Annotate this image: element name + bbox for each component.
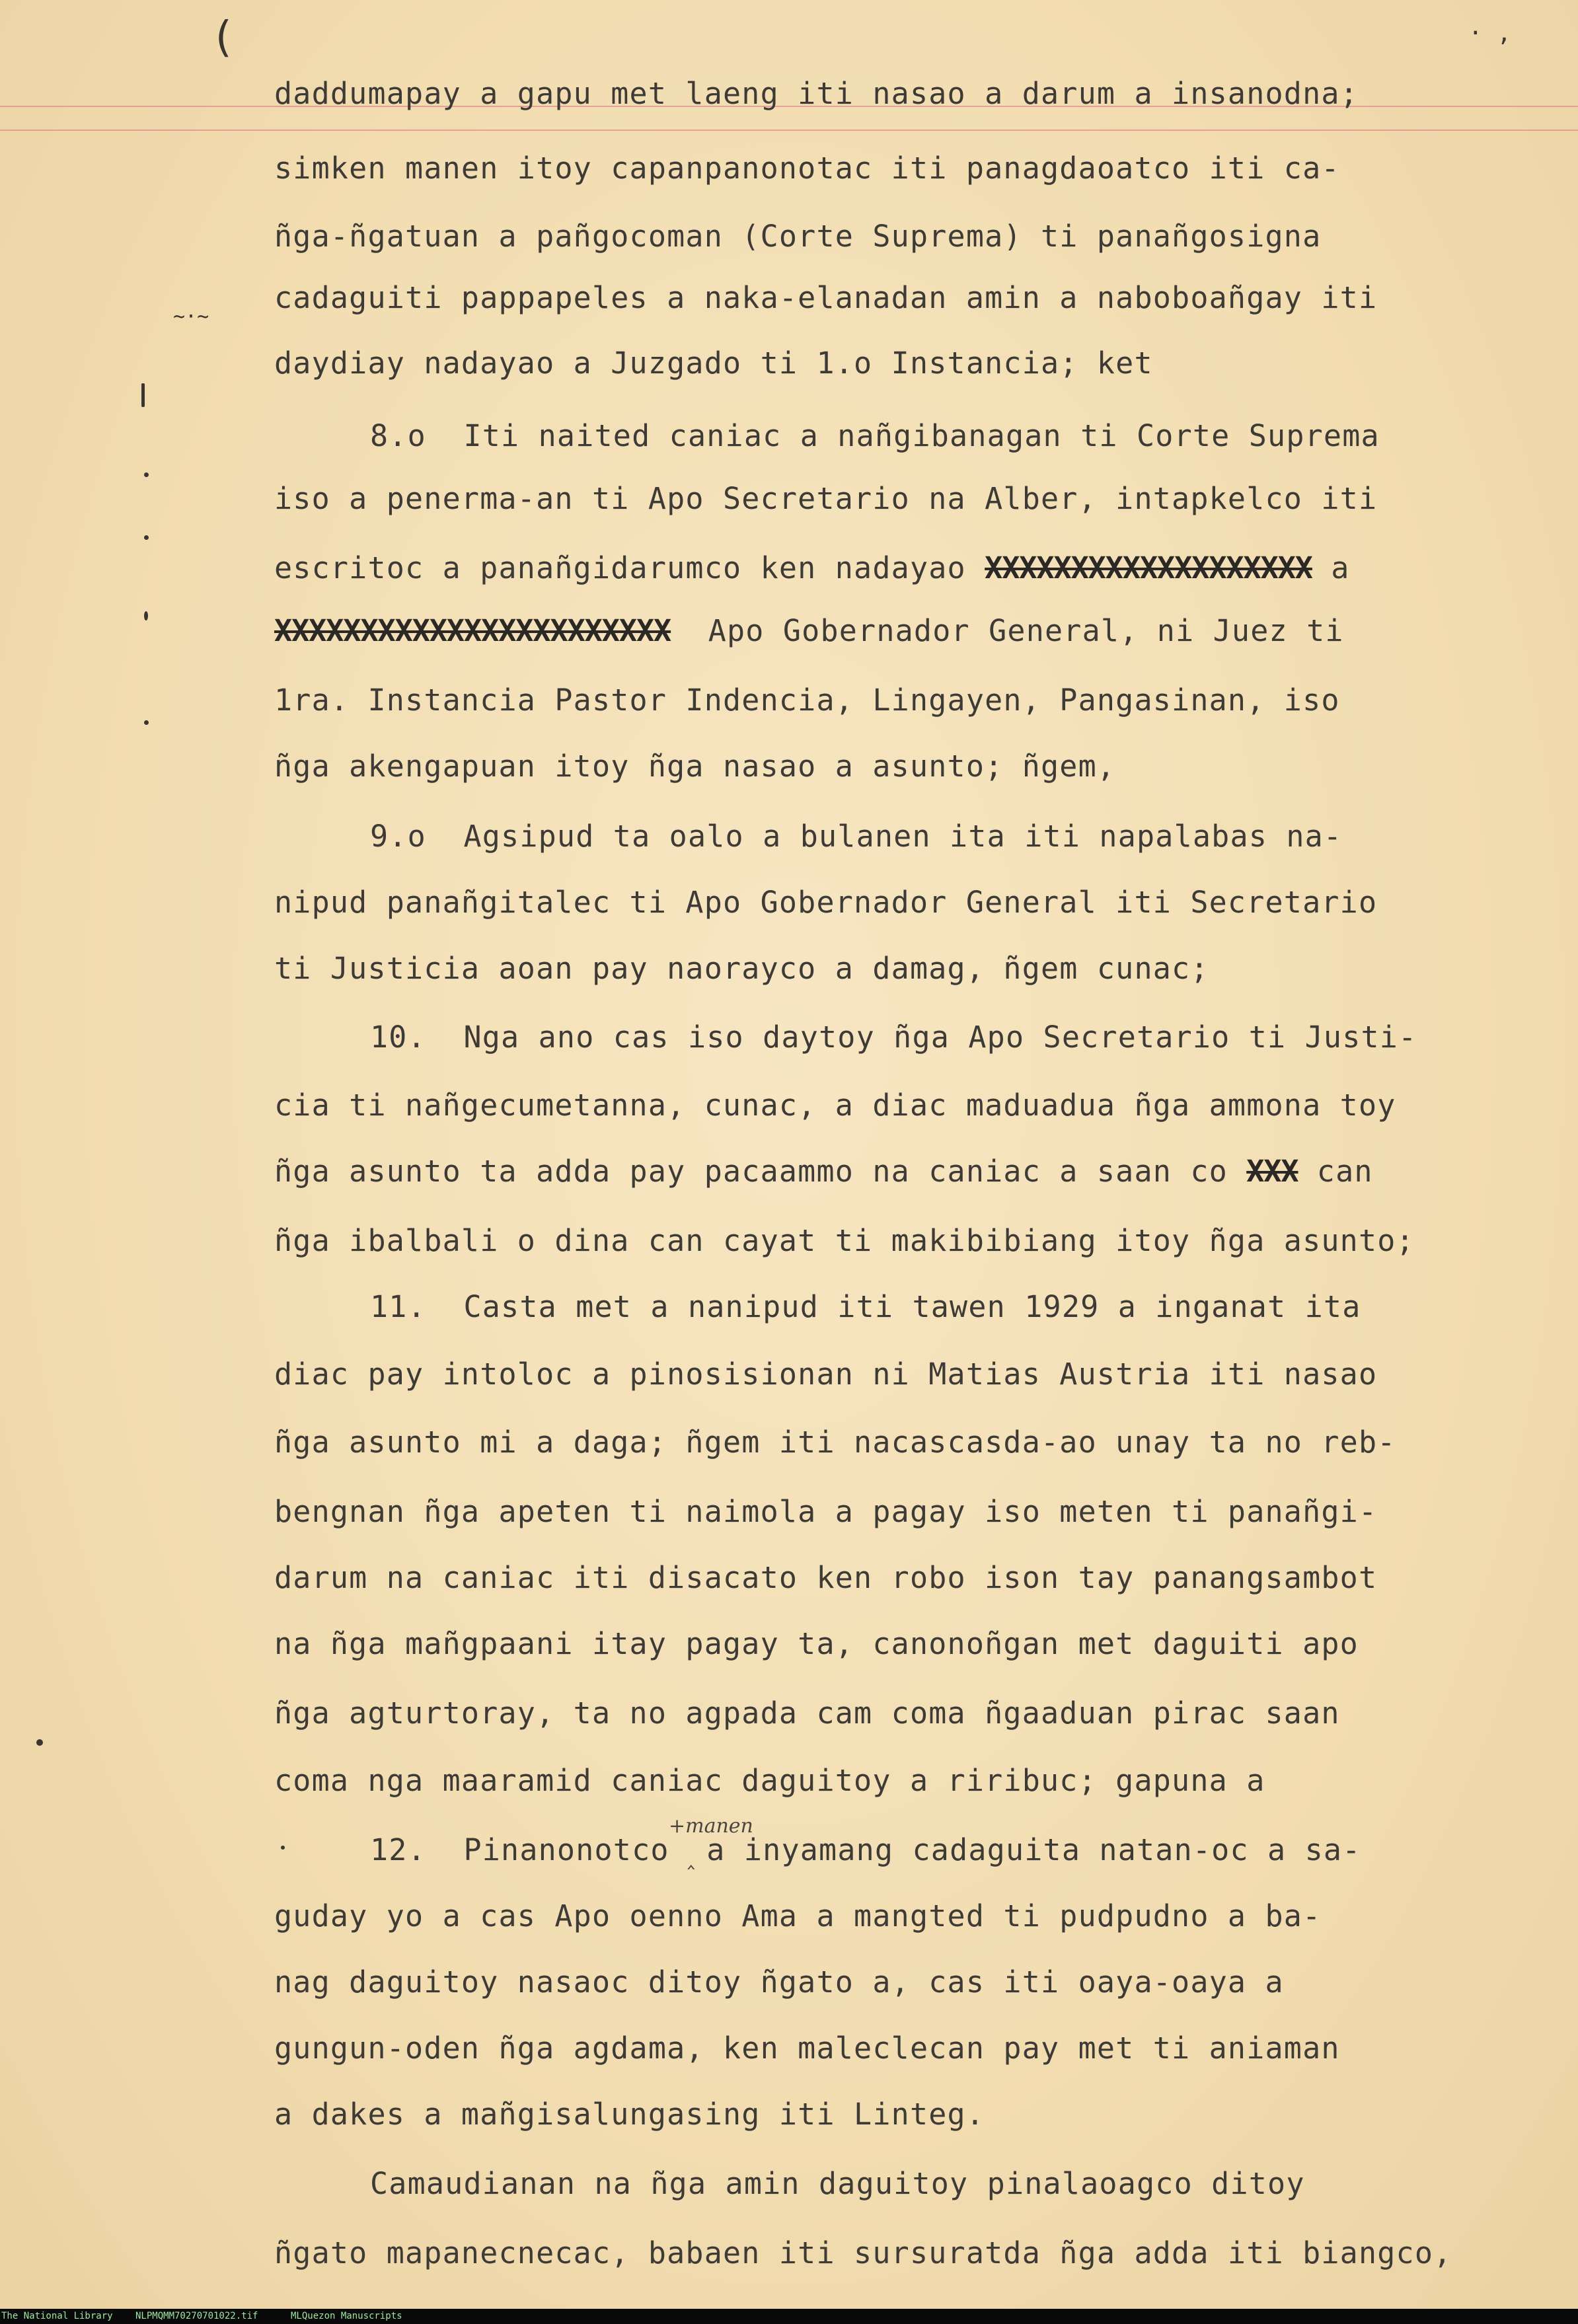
- margin-dot: [144, 611, 148, 620]
- corner-mark: · ,: [1468, 20, 1512, 47]
- paragraph-start: 9.o Agsipud ta oalo a bulanen ita iti napalabas na-: [370, 819, 1343, 854]
- text-line: ñga-ñgatuan a pañgocoman (Corte Suprema) ti panañgosigna: [274, 219, 1322, 254]
- text-line: na ñga mañgpaani itay pagay ta, canonoñgan met daguiti apo: [274, 1626, 1359, 1661]
- text-line: ñga agturtoray, ta no agpada cam coma ñgaaduan pirac saan: [274, 1696, 1340, 1731]
- text-segment: can: [1316, 1154, 1373, 1189]
- text-line: diac pay intoloc a pinosisionan ni Matias Austria iti nasao: [274, 1357, 1378, 1392]
- text-line: gungun-oden ñga agdama, ken maleclecan pay met ti aniaman: [274, 2031, 1340, 2066]
- text-segment: a: [1331, 550, 1350, 585]
- struck-out-text: XXX: [1246, 1154, 1298, 1189]
- text-segment: Apo Gobernador General, ni Juez ti: [708, 613, 1344, 648]
- text-line: daydiay nadayao a Juzgado ti 1.o Instancia; ket: [274, 346, 1153, 381]
- text-line: simken manen itoy capanpanonotac iti panagdaoatco iti ca-: [274, 151, 1340, 186]
- text-line: [274, 611, 1344, 651]
- insertion-caret-icon: ‸: [687, 1844, 695, 1870]
- handwritten-insertion: +manen: [669, 1815, 753, 1838]
- footer-collection: MLQuezon Manuscripts: [291, 2311, 402, 2321]
- text-segment: escritoc a panañgidarumco ken nadayao: [274, 550, 966, 585]
- text-line: ñga ibalbali o dina can cayat ti makibibiang itoy ñga asunto;: [274, 1223, 1415, 1258]
- text-line: guday yo a cas Apo oenno Ama a mangted ti pudpudno a ba-: [274, 1898, 1322, 1933]
- struck-out-text: XXXXXXXXXXXXXXXXXXXXXXX: [274, 613, 671, 648]
- margin-dot: [281, 1846, 285, 1850]
- margin-smudge: ~·~: [173, 305, 209, 328]
- text-line: nag daguitoy nasaoc ditoy ñgato a, cas iti oaya-oaya a: [274, 1965, 1284, 2000]
- paragraph-start: 11. Casta met a nanipud iti tawen 1929 a inganat ita: [370, 1289, 1361, 1324]
- scan-footer-bar: [0, 2309, 1578, 2324]
- paragraph-start: 8.o Iti naited caniac a nañgibanagan ti Corte Suprema: [370, 418, 1380, 453]
- paragraph-start: 10. Nga ano cas iso daytoy ñga Apo Secretario ti Justi-: [370, 1020, 1417, 1055]
- text-line: nipud panañgitalec ti Apo Gobernador General iti Secretario: [274, 885, 1378, 920]
- text-line: coma nga maaramid caniac daguitoy a riribuc; gapuna a: [274, 1763, 1265, 1798]
- text-line: darum na caniac iti disacato ken robo ison tay panangsambot: [274, 1560, 1378, 1595]
- text-segment: 12. Pinanonotco: [370, 1832, 669, 1867]
- text-line: bengnan ñga apeten ti naimola a pagay iso meten ti panañgi-: [274, 1494, 1378, 1529]
- text-segment: ñga asunto ta adda pay pacaammo na caniac a saan co: [274, 1154, 1228, 1189]
- text-line: [274, 1152, 1373, 1191]
- margin-dot: [36, 1739, 43, 1746]
- margin-dot: [144, 535, 149, 540]
- text-line: 1ra. Instancia Pastor Indencia, Lingayen, Pangasinan, iso: [274, 683, 1340, 718]
- footer-file-name: NLPMQMM70270701022.tif: [135, 2311, 258, 2321]
- text-line: cia ti nañgecumetanna, cunac, a diac maduadua ñga ammona toy: [274, 1088, 1396, 1123]
- hole-punch-mark: (: [210, 13, 236, 62]
- footer-library: The National Library: [1, 2311, 113, 2321]
- struck-out-text: XXXXXXXXXXXXXXXXXXX: [985, 550, 1312, 585]
- paragraph-start: [370, 1830, 1361, 1870]
- margin-mark: [141, 383, 145, 407]
- text-line: ti Justicia aoan pay naorayco a damag, ñgem cunac;: [274, 951, 1209, 986]
- text-line: cadaguiti pappapeles a naka-elanadan amin a naboboañgay iti: [274, 280, 1378, 315]
- margin-dot: [144, 472, 149, 477]
- text-line: iso a penerma-an ti Apo Secretario na Alber, intapkelco iti: [274, 481, 1378, 516]
- text-line: ñga akengapuan itoy ñga nasao a asunto; ñgem,: [274, 749, 1116, 784]
- text-line: daddumapay a gapu met laeng iti nasao a darum a insanodna;: [274, 76, 1359, 111]
- ruled-line: [0, 130, 1578, 131]
- text-segment: a inyamang cadaguita natan-oc a sa-: [706, 1832, 1361, 1867]
- margin-dot: [144, 720, 149, 725]
- text-line: [274, 548, 1349, 588]
- text-line: ñgato mapanecnecac, babaen iti sursuratda ñga adda iti biangco,: [274, 2235, 1452, 2270]
- text-line: ñga asunto mi a daga; ñgem iti nacascasda-ao unay ta no reb-: [274, 1425, 1396, 1460]
- text-line: a dakes a mañgisalungasing iti Linteg.: [274, 2097, 985, 2132]
- paragraph-start: Camaudianan na ñga amin daguitoy pinalaoagco ditoy: [370, 2166, 1305, 2201]
